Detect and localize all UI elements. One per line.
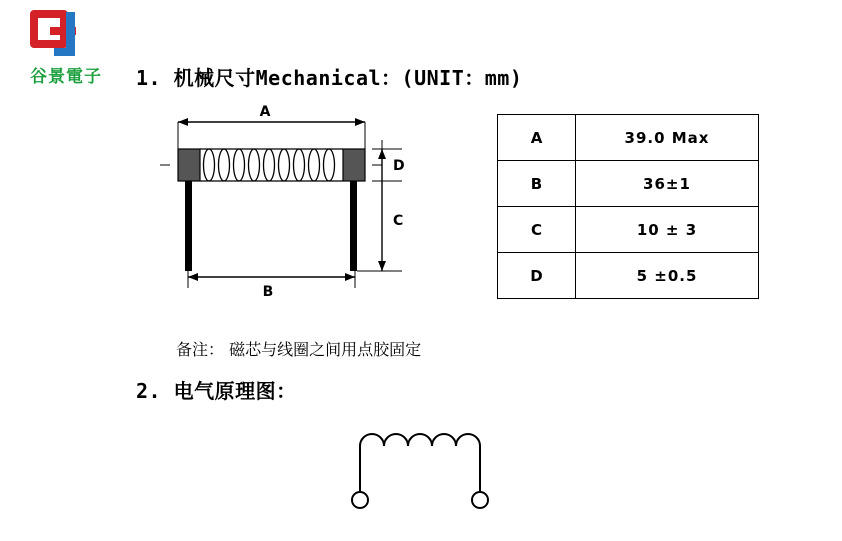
dimension-table	[497, 114, 759, 299]
page-title-schematic: 2. 电气原理图：	[136, 379, 297, 403]
dimension-key: D	[498, 253, 576, 299]
mechanical-drawing	[150, 100, 480, 305]
page-title-mechanical: 1. 机械尺寸Mechanical：(UNIT：mm)	[136, 66, 523, 90]
dimension-label-c: C	[393, 213, 404, 229]
logo-brand-text: 谷景電子	[30, 67, 102, 87]
table-row	[498, 207, 759, 253]
table-row	[498, 115, 759, 161]
dimension-label-b: B	[262, 284, 274, 300]
dimension-key: A	[498, 115, 576, 161]
dimension-key: B	[498, 161, 576, 207]
dimension-value: 39.0 Max	[576, 115, 759, 161]
dimension-value: 36±1	[576, 161, 759, 207]
table-row	[498, 161, 759, 207]
company-logo	[14, 10, 118, 90]
dimension-label-d: D	[393, 158, 405, 174]
table-row	[498, 253, 759, 299]
electrical-schematic-diagram	[320, 410, 540, 530]
logo-letter-j-foot-icon	[54, 48, 75, 56]
note-text: 备注： 磁芯与线圈之间用点胶固定	[176, 340, 422, 359]
dimension-value: 5 ±0.5	[576, 253, 759, 299]
dimension-value: 10 ± 3	[576, 207, 759, 253]
dimension-key: C	[498, 207, 576, 253]
logo-mark-icon	[30, 10, 92, 58]
dimension-label-a: A	[259, 104, 271, 120]
